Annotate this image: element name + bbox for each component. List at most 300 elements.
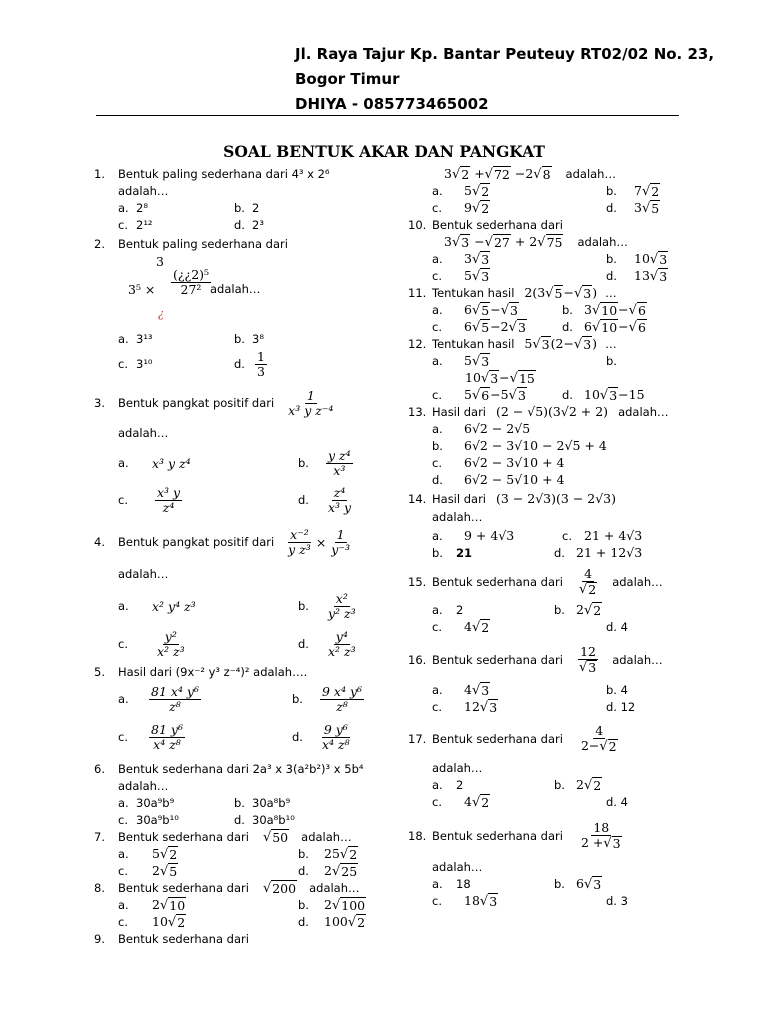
coefficient: 6 — [584, 318, 592, 334]
option-a: 18 — [456, 876, 471, 891]
frac-numerator: y z⁴ — [328, 447, 351, 463]
question-tail — [94, 777, 394, 794]
option-d: d. 4 — [606, 619, 628, 634]
radicand: 6 — [637, 302, 646, 318]
question-text: Bentuk sederhana dari 2a³ x 3(a²b²)³ x 5b⁴ — [118, 761, 364, 776]
operator: −5 — [490, 386, 509, 402]
operator: − — [499, 369, 510, 385]
options-row: c. 5 √ 3 d. 13 √ 3 — [432, 267, 668, 284]
options-row: c. 4 √ 2 d. 4 — [432, 618, 628, 635]
option-label: c. — [432, 455, 442, 470]
times-sign: × — [315, 534, 327, 550]
option-label: a. — [118, 599, 129, 613]
options-row: c. 2 √ 5 d. 2 √ 25 — [118, 862, 358, 879]
coefficient: 12 — [464, 698, 480, 714]
frac-denominator: y² z³ — [328, 605, 356, 621]
option-a: 2 — [456, 777, 464, 792]
radicand: 6 — [637, 319, 646, 335]
options-row — [408, 527, 708, 544]
coefficient: 3 — [444, 165, 452, 181]
option-label: c. — [118, 812, 128, 827]
question-text: Bentuk sederhana dari — [432, 653, 563, 667]
page-title: SOAL BENTUK AKAR DAN PANGKAT — [223, 142, 545, 161]
option-label: d. — [234, 812, 245, 827]
radicand: 5 — [481, 319, 490, 335]
coefficient: 10 — [465, 369, 481, 385]
radicand: 2 — [593, 777, 602, 793]
frac-denominator: x² z³ — [328, 643, 356, 659]
radicand: 8 — [542, 166, 551, 182]
question-number: 3. — [94, 396, 105, 410]
question-9 — [94, 930, 394, 947]
frac-numerator: x² — [335, 590, 348, 606]
question-text: Bentuk pangkat positif dari — [118, 396, 275, 410]
options-row: a. 6 √ 5 − √ 3 b. 3 √ 10 − √ 6 — [432, 301, 646, 318]
frac-numerator: y² — [164, 628, 177, 644]
radicand: 3 — [583, 336, 592, 352]
frac-numerator: 9 x⁴ y⁶ — [322, 683, 363, 699]
radicand: 2 — [593, 602, 602, 618]
question-text: Bentuk sederhana dari — [118, 880, 249, 895]
option-label: a. — [432, 251, 443, 266]
options-row: a. 2 b. 2 √ 2 — [432, 601, 602, 618]
radicand: 3 — [593, 876, 602, 892]
coefficient: 5 — [464, 182, 472, 198]
radicand: 2 — [651, 183, 660, 199]
frac-numerator: y⁴ — [335, 628, 348, 644]
option-label: a. — [432, 602, 443, 617]
option-d: d. 3 — [606, 893, 628, 908]
radicand: 3 — [481, 682, 490, 698]
question-number: 14. — [408, 491, 427, 506]
question-number: 11. — [408, 285, 427, 300]
question-number: 12. — [408, 336, 427, 351]
question-tail-text: adalah… — [565, 166, 616, 181]
expr-stray-glyph: ¿ — [158, 306, 165, 320]
coefficient: 2 — [324, 862, 332, 878]
option-label: c. — [118, 863, 128, 878]
left-column — [94, 165, 394, 947]
frac-denominator: x³ — [333, 462, 346, 478]
radicand: 5 — [481, 302, 490, 318]
options-row: a. 5 √ 3 b. — [408, 352, 708, 369]
header-block — [295, 42, 714, 117]
option-label: d. — [234, 217, 245, 232]
option-label: c. — [118, 493, 128, 507]
radicand: 3 — [517, 387, 526, 403]
coefficient: 25 — [324, 845, 340, 861]
option-label: d. — [562, 319, 573, 334]
question-tail-text: adalah… — [301, 829, 352, 844]
coefficient: 2 — [152, 896, 160, 912]
option-d: d. 12 — [606, 699, 636, 714]
question-tail-text: adalah… — [210, 282, 261, 296]
option-label: d. — [562, 387, 573, 402]
question-tail-text: adalah… — [432, 510, 483, 524]
radicand: 15 — [518, 370, 535, 386]
options-row: a. 4 √ 3 b. 4 — [432, 681, 628, 698]
coefficient: 6 — [576, 875, 584, 891]
option-label: b. — [298, 897, 309, 912]
frac-numerator: 9 y⁶ — [323, 721, 348, 737]
question-text: Bentuk sederhana dari — [432, 217, 563, 232]
frac-denominator: x² z³ — [157, 643, 185, 659]
coefficient: 3 — [584, 301, 592, 317]
radicand: 25 — [341, 863, 358, 879]
option-label: b. — [562, 302, 573, 317]
question-text: Bentuk sederhana dari — [432, 732, 563, 746]
frac-denominator: x³ y z⁻⁴ — [288, 402, 334, 418]
question-10-expression: 3 √ 3 − √ 27 + 2 √ 75 adalah… — [444, 233, 628, 250]
question-text: Bentuk sederhana dari — [118, 931, 249, 946]
option-label: c. — [432, 619, 442, 634]
option-b: 2 — [252, 200, 260, 215]
coefficient: 2 — [324, 896, 332, 912]
options-row — [94, 811, 394, 828]
option-a: x³ y z⁴ — [152, 455, 191, 471]
question-tail-text: … — [605, 336, 617, 351]
coefficient: 9 — [464, 199, 472, 215]
radicand: 2 — [177, 914, 186, 930]
question-tail-text: adalah… — [612, 575, 663, 589]
radicand: 3 — [517, 319, 526, 335]
question-1 — [94, 165, 394, 182]
option-label: a. — [118, 897, 129, 912]
question-18: 18. Bentuk sederhana dari 18 2 + √ 3 — [408, 820, 621, 851]
frac-denominator: x⁴ z⁸ — [322, 736, 350, 752]
options-row — [94, 445, 394, 481]
option-label: d. — [298, 637, 309, 651]
question-tail-text: adalah… — [432, 859, 483, 874]
option-label: b. — [606, 353, 617, 368]
radicand: 2 — [588, 582, 597, 597]
coefficient: 4 — [464, 681, 472, 697]
radicand: 3 — [588, 660, 597, 675]
nested-expression — [94, 252, 394, 330]
operator: − — [618, 318, 629, 334]
coefficient: 2 — [152, 862, 160, 878]
frac-denominator: x⁴ z⁸ — [153, 736, 181, 752]
question-tail-text: adalah… — [618, 404, 669, 419]
coefficient: 18 — [464, 892, 480, 908]
option-label: c. — [432, 794, 442, 809]
coefficient: 3 — [464, 250, 472, 266]
option-label: d. — [298, 863, 309, 878]
radicand: 10 — [601, 319, 618, 335]
question-number: 18. — [408, 829, 427, 843]
options-row — [94, 481, 394, 519]
frac-denominator: z⁴ — [162, 499, 175, 515]
options-row: c. 6 √ 5 −2 √ 3 d. 6 √ 10 − √ 6 — [432, 318, 646, 335]
options-row: c. 10 √ 2 d. 100 √ 2 — [118, 913, 366, 930]
option-label: d. — [292, 730, 303, 744]
contact-line: DHIYA - 085773465002 — [295, 95, 489, 113]
operator: + 2 — [514, 233, 538, 249]
radicand: 3 — [509, 302, 518, 318]
frac-numerator: 4 — [584, 566, 593, 581]
question-number: 9. — [94, 931, 105, 946]
option-label: b. — [432, 545, 443, 560]
radicand: 2 — [481, 200, 490, 216]
coefficient: 6 — [464, 301, 472, 317]
option-b: 21 — [456, 545, 473, 560]
option-label: d. — [554, 545, 565, 560]
frac-numerator: 1 — [257, 348, 265, 364]
question-11: 11. Tentukan hasil 2(3 √ 5 − √ 3 ) … — [408, 284, 617, 301]
frac-denominator: x³ y — [328, 499, 352, 515]
question-tail-text: adalah… — [118, 567, 169, 581]
options-row — [408, 544, 708, 561]
radicand: 5 — [651, 200, 660, 216]
options-row: a. 2 b. 2 √ 2 — [432, 776, 602, 793]
radicand: 2 — [481, 183, 490, 199]
question-number: 15. — [408, 575, 427, 589]
option-c: 30a⁹b¹⁰ — [136, 812, 179, 827]
coefficient: 10 — [584, 386, 600, 402]
options-row — [94, 625, 394, 663]
options-row: a. 2 √ 10 b. 2 √ 100 — [118, 896, 366, 913]
question-tail-text: adalah… — [118, 426, 169, 440]
option-label: b. — [292, 692, 303, 706]
operator: + — [474, 165, 485, 181]
question-6 — [94, 760, 394, 777]
operator: −2 — [490, 318, 509, 334]
coefficient: 2 — [576, 601, 584, 617]
option-label: d. — [234, 357, 245, 371]
question-text: Hasil dari (9x⁻² y³ z⁻⁴)² adalah…. — [118, 664, 308, 679]
question-number: 7. — [94, 829, 105, 844]
option-c: 21 + 4√3 — [584, 528, 643, 543]
option-a: 6√2 − 2√5 — [464, 421, 531, 436]
question-text: Bentuk sederhana dari — [432, 575, 563, 589]
question-number: 10. — [408, 217, 427, 232]
question-tail — [94, 561, 394, 587]
option-d: 30a⁸b¹⁰ — [252, 812, 295, 827]
question-text: Tentukan hasil — [432, 285, 515, 300]
option-label: b. — [234, 331, 245, 346]
expr-part: 2− — [580, 738, 600, 753]
question-tail-text: adalah… — [118, 778, 169, 793]
option-label: b. — [298, 456, 309, 470]
option-c: 6√2 − 3√10 + 4 — [464, 455, 565, 470]
radicand: 10 — [601, 302, 618, 318]
option-label: b. — [234, 795, 245, 810]
option-a: 3¹³ — [136, 331, 153, 346]
radicand: 75 — [546, 234, 563, 250]
question-tail-text: adalah… — [577, 234, 628, 249]
option-b: 3⁸ — [252, 331, 264, 346]
option-label: b. — [554, 876, 565, 891]
option-label: c. — [432, 268, 442, 283]
radicand: 200 — [272, 880, 297, 896]
option-label: a. — [118, 692, 129, 706]
question-tail — [408, 507, 708, 527]
operator: −2 — [514, 165, 534, 181]
options-row — [408, 471, 708, 488]
operator: − — [563, 284, 574, 300]
radicand: 3 — [612, 836, 621, 851]
coefficient: 3 — [634, 199, 642, 215]
frac-denominator: z⁸ — [336, 698, 348, 714]
option-label: a. — [432, 353, 443, 368]
option-label: a. — [432, 682, 443, 697]
coefficient: 7 — [634, 182, 642, 198]
question-text: Bentuk sederhana dari — [118, 829, 249, 844]
coefficient: 10 — [634, 250, 650, 266]
frac-numerator: x³ y — [157, 484, 181, 500]
options-row: c. 9 √ 2 d. 3 √ 5 — [432, 199, 660, 216]
question-tail — [94, 421, 394, 445]
frac-numerator: z⁴ — [333, 484, 346, 500]
expr-part: (2− — [550, 335, 574, 351]
option-d: d. 4 — [606, 794, 628, 809]
option-d: 6√2 − 5√10 + 4 — [464, 472, 565, 487]
radicand: 3 — [489, 893, 498, 909]
option-label: c. — [118, 730, 128, 744]
option-label: d. — [606, 200, 617, 215]
address-line-1: Jl. Raya Tajur Kp. Bantar Peuteuy RT02/02 No. 23, — [295, 45, 715, 63]
expr-part: 2(3 — [524, 284, 546, 300]
frac-numerator: 81 x⁴ y⁶ — [151, 683, 199, 699]
option-d: 2³ — [252, 217, 264, 232]
option-label: d. — [298, 493, 309, 507]
option-d: 21 + 12√3 — [576, 545, 643, 560]
question-text: Bentuk paling sederhana dari 4³ x 2⁶ — [118, 166, 330, 181]
question-5 — [94, 663, 394, 680]
options-row — [408, 454, 708, 471]
frac-denominator: 3 — [257, 363, 265, 379]
option-label: b. — [554, 602, 565, 617]
option-label: c. — [432, 387, 442, 402]
operator: − — [474, 233, 485, 249]
question-17: 17. Bentuk sederhana dari 4 2− √ 2 — [408, 723, 617, 754]
question-tail-text: adalah… — [309, 880, 360, 895]
option-label: a. — [432, 528, 443, 543]
options-row — [94, 347, 394, 381]
radicand: 2 — [481, 794, 490, 810]
radicand: 2 — [608, 739, 617, 754]
option-b: 6√2 − 3√10 − 2√5 + 4 — [464, 438, 607, 453]
coefficient: 4 — [464, 793, 472, 809]
question-tail-text: … — [605, 285, 617, 300]
radicand: 3 — [461, 234, 470, 250]
options-row: a. 3 √ 3 b. 10 √ 3 — [432, 250, 668, 267]
frac-numerator: 1 — [306, 387, 315, 403]
radicand: 5 — [169, 863, 178, 879]
question-number: 6. — [94, 761, 105, 776]
option-label: b. — [298, 846, 309, 861]
option-label: c. — [432, 319, 442, 334]
question-16: 16. Bentuk sederhana dari 12 √ 3 adalah… — [408, 644, 663, 675]
question-13 — [408, 403, 708, 420]
expr-base: 3⁵ × — [128, 282, 156, 297]
radicand: 3 — [481, 353, 490, 369]
radicand: 3 — [481, 251, 490, 267]
coefficient: 4 — [464, 618, 472, 634]
option-label: c. — [118, 217, 128, 232]
option-label: c. — [118, 914, 128, 929]
question-number: 1. — [94, 166, 105, 181]
question-number: 8. — [94, 880, 105, 895]
question-14 — [408, 490, 708, 507]
coefficient: 5 — [464, 386, 472, 402]
coefficient: 5 — [464, 267, 472, 283]
options-row — [408, 420, 708, 437]
coefficient: 5 — [152, 845, 160, 861]
radicand: 2 — [349, 846, 358, 862]
option-label: b. — [554, 777, 565, 792]
option-b: b. 4 — [606, 682, 628, 697]
question-expression: (3 − 2√3)(3 − 2√3) — [496, 491, 617, 506]
option-label: c. — [432, 893, 442, 908]
question-text: Hasil dari — [432, 404, 487, 419]
question-tail-text: adalah… — [118, 183, 169, 198]
frac-numerator: 81 y⁶ — [151, 721, 183, 737]
option-a: 2⁸ — [136, 200, 148, 215]
question-8: 8. Bentuk sederhana dari √ 200 adalah… — [94, 880, 360, 896]
radicand: 3 — [541, 336, 550, 352]
option-label: d. — [298, 914, 309, 929]
options-row — [94, 587, 394, 625]
coefficient: 5 — [464, 352, 472, 368]
option-label: b. — [432, 438, 443, 453]
options-row: c. 12 √ 3 d. 12 — [432, 698, 636, 715]
question-tail — [408, 759, 708, 776]
options-row — [94, 718, 394, 756]
coefficient: 6 — [464, 318, 472, 334]
option-label: c. — [562, 528, 572, 543]
frac-denominator: y z³ — [288, 541, 311, 557]
options-row: a. 5 √ 2 b. 25 √ 2 — [118, 845, 358, 862]
options-row: a. 18 b. 6 √ 3 — [432, 875, 602, 892]
radicand: 5 — [554, 285, 563, 301]
radicand: 2 — [481, 619, 490, 635]
option-label: b. — [298, 599, 309, 613]
coefficient: 2 — [576, 776, 584, 792]
option-label: d. — [432, 472, 443, 487]
radicand: 3 — [659, 251, 668, 267]
options-row — [94, 680, 394, 718]
question-text: Bentuk paling sederhana dari — [118, 236, 288, 251]
frac-denominator: 27² — [180, 282, 202, 297]
expr-top: 3 — [156, 254, 164, 269]
option-b: 30a⁸b⁹ — [252, 795, 291, 810]
option-a: x² y⁴ z³ — [152, 598, 196, 614]
question-7: 7. Bentuk sederhana dari √ 50 adalah… — [94, 829, 352, 845]
question-4 — [94, 523, 394, 561]
operator: − — [490, 301, 501, 317]
coefficient: 3 — [444, 233, 452, 249]
options-row — [408, 437, 708, 454]
option-label: a. — [432, 876, 443, 891]
radicand: 27 — [493, 234, 510, 250]
radicand: 100 — [341, 897, 366, 913]
question-number: 16. — [408, 653, 427, 667]
frac-numerator: (¿¿2)⁵ — [172, 267, 210, 282]
option-a: 30a⁹b⁹ — [136, 795, 175, 810]
option-label: c. — [432, 200, 442, 215]
option-label: a. — [432, 777, 443, 792]
radicand: 2 — [461, 166, 470, 182]
options-row: c. 4 √ 2 d. 4 — [432, 793, 628, 810]
options-row — [94, 199, 394, 216]
question-expression: (2 − √5)(3√2 + 2) — [496, 404, 609, 419]
option-label: b. — [606, 251, 617, 266]
option-label: a. — [118, 846, 129, 861]
options-row — [94, 794, 394, 811]
radicand: 3 — [583, 285, 592, 301]
option-label: a. — [432, 302, 443, 317]
